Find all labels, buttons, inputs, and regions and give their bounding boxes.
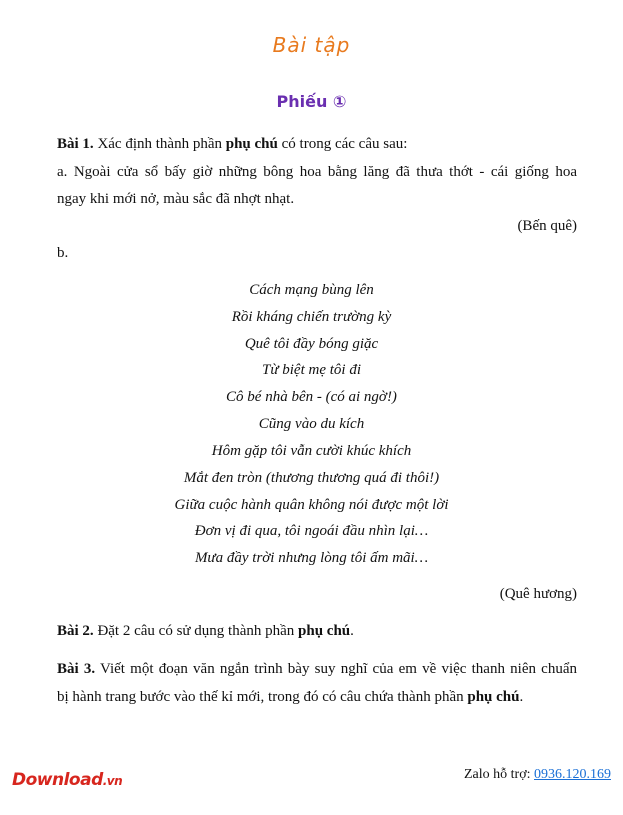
exercise-1a-source: (Bến quê)	[517, 218, 577, 234]
exercise-1a-line1: a. Ngoài cửa sổ bấy giờ những bông hoa bằng lăng đã thưa thớt - cái giống hoa	[57, 164, 577, 180]
poem-line: Mắt đen tròn (thương thương quá đi thôi!)	[183, 470, 440, 486]
exercise-1-label: Bài 1.	[57, 136, 94, 152]
exercise-3-text-end: .	[519, 689, 524, 705]
exercise-3-keyword: phụ chú	[467, 689, 520, 705]
download-vn-logo[interactable]	[12, 770, 122, 790]
worksheet-subtitle: Phiếu ①	[276, 92, 347, 111]
exercise-3-line1	[57, 659, 577, 679]
exercise-1a-line2: ngay khi mới nở, màu sắc đã nhợt nhạt.	[57, 191, 295, 207]
exercise-1-keyword: phụ chú	[225, 136, 278, 152]
poem-line: Từ biệt mẹ tôi đi	[261, 362, 361, 378]
poem-line: Quê tôi đầy bóng giặc	[244, 336, 379, 352]
exercise-2-text-end: .	[350, 623, 354, 639]
zalo-support	[464, 767, 611, 783]
exercise-3-line2	[57, 687, 577, 707]
exercise-1-text: Xác định thành phần	[93, 136, 226, 152]
support-phone-link[interactable]: 0936.120.169	[534, 767, 611, 782]
poem-line: Cách mạng bùng lên	[249, 282, 374, 298]
poem-line: Giữa cuộc hành quân không nói được một lời	[174, 497, 449, 513]
exercise-2-text: Đặt 2 câu có sử dụng thành phần	[93, 623, 299, 639]
exercise-1-text-end: có trong các câu sau:	[277, 136, 408, 152]
exercise-1b-source: (Quê hương)	[499, 586, 577, 602]
exercise-3-text: Viết một đoạn văn ngắn trình bày suy nghĩ của em về việc thanh niên chuẩn	[95, 661, 577, 677]
exercise-1-prompt	[57, 134, 577, 154]
poem-line: Hôm gặp tôi vẫn cười khúc khích	[211, 443, 412, 459]
page-title: Bài tập	[272, 33, 351, 57]
poem-line: Cũng vào du kích	[258, 416, 365, 432]
exercise-2-label: Bài 2.	[57, 623, 94, 639]
support-label: Zalo hỗ trợ:	[464, 767, 534, 782]
poem-line: Rồi kháng chiến trường kỳ	[231, 309, 392, 325]
poem-line: Đơn vị đi qua, tôi ngoái đầu nhìn lại…	[194, 523, 429, 539]
exercise-2-prompt	[57, 621, 577, 641]
poem-line: Mưa đầy trời nhưng lòng tôi ấm mãi…	[194, 550, 429, 566]
exercise-2-keyword: phụ chú	[298, 623, 351, 639]
logo-suffix: .vn	[102, 774, 123, 788]
exercise-3-label: Bài 3.	[57, 661, 96, 677]
poem-line: Cô bé nhà bên - (có ai ngờ!)	[226, 389, 397, 405]
exercise-1b-label: b.	[57, 245, 69, 261]
logo-main: Download	[12, 770, 103, 790]
exercise-3-text-2: bị hành trang bước vào thế kỉ mới, trong đó có câu chứa thành phần	[57, 689, 468, 705]
